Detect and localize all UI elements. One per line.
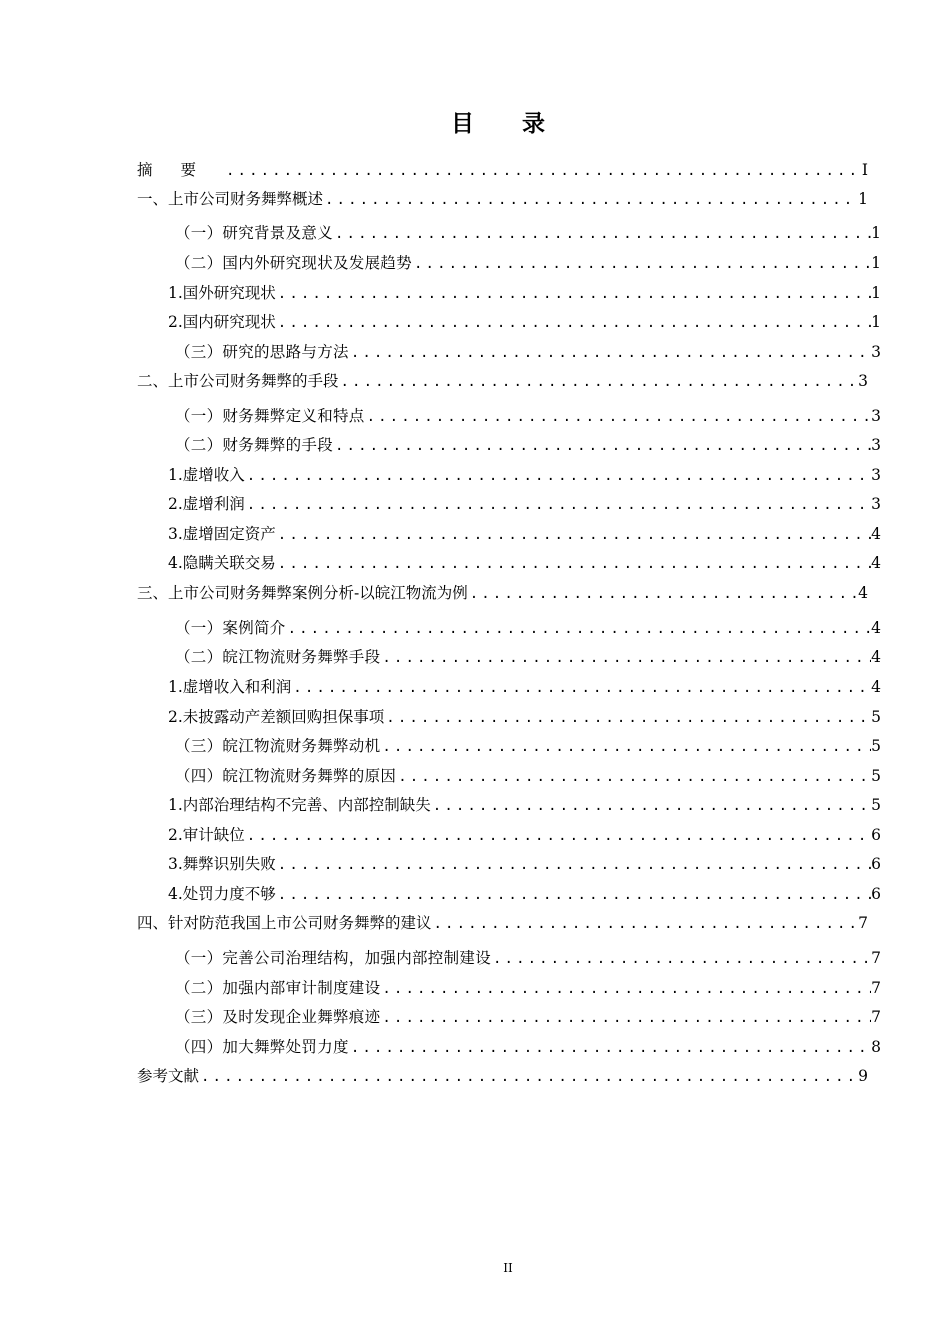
toc-entry-page: 4	[871, 619, 881, 637]
toc-entry-page: 6	[871, 885, 881, 903]
toc-entry-subsection[interactable]	[168, 463, 881, 487]
toc-entry-section[interactable]	[175, 616, 881, 640]
toc-entry-subsection[interactable]	[168, 522, 881, 546]
toc-entry-page: 7	[871, 1008, 881, 1026]
toc-entry-page: 9	[858, 1067, 868, 1085]
toc-entry-text: （一）研究背景及意义	[175, 224, 334, 242]
toc-entry-page: 3	[858, 372, 868, 390]
toc-entry-page: 1	[858, 190, 868, 208]
toc-entry-text: 4.隐瞒关联交易	[168, 554, 276, 572]
toc-entry-abstract[interactable]	[137, 158, 868, 182]
toc-entry-page: 5	[871, 708, 881, 726]
toc-entry-text: 1.虚增收入	[168, 466, 245, 484]
toc-leader-dots	[276, 311, 871, 335]
toc-entry-page: 1	[871, 224, 881, 242]
toc-entry-section[interactable]	[175, 645, 881, 669]
toc-entry-section[interactable]	[175, 946, 881, 970]
toc-entry-page: 6	[871, 826, 881, 844]
toc-entry-text: 一、上市公司财务舞弊概述	[137, 190, 324, 208]
toc-entry-section[interactable]	[175, 1035, 881, 1059]
toc-entry-page: 3	[871, 466, 881, 484]
toc-leader-dots	[384, 706, 871, 730]
toc-entry-page: 4	[871, 554, 881, 572]
toc-entry-text: 2.虚增利润	[168, 495, 245, 513]
toc-entry-section[interactable]	[175, 404, 881, 428]
toc-leader-dots	[468, 582, 858, 606]
toc-entry-subsection[interactable]	[168, 852, 881, 876]
toc-leader-dots	[276, 853, 871, 877]
toc-entry-page: 4	[871, 678, 881, 696]
toc-leader-dots	[333, 434, 871, 458]
toc-entry-text: （三）及时发现企业舞弊痕迹	[175, 1008, 381, 1026]
toc-entry-text: （一）完善公司治理结构，加强内部控制建设	[175, 949, 492, 967]
toc-leader-dots	[276, 282, 871, 306]
toc-entry-page: 3	[871, 343, 881, 361]
toc-entry-chapter-4[interactable]	[137, 911, 868, 935]
toc-entry-page: 7	[871, 979, 881, 997]
toc-entry-text: 1.内部治理结构不完善、内部控制缺失	[168, 796, 431, 814]
toc-leader-dots	[276, 883, 871, 907]
toc-leader-dots	[349, 1036, 871, 1060]
toc-entry-subsection[interactable]	[168, 823, 881, 847]
toc-entry-text: 摘要	[137, 161, 225, 179]
toc-entry-page: 6	[871, 855, 881, 873]
toc-entry-page: 5	[871, 796, 881, 814]
toc-entry-page: 5	[871, 767, 881, 785]
toc-leader-dots	[199, 1065, 858, 1089]
toc-entry-subsection[interactable]	[168, 793, 881, 817]
toc-entry-section[interactable]	[175, 764, 881, 788]
toc-entry-subsection[interactable]	[168, 675, 881, 699]
toc-entry-text: （一）财务舞弊定义和特点	[175, 407, 365, 425]
toc-entry-subsection[interactable]	[168, 281, 881, 305]
toc-entry-text: （二）加强内部审计制度建设	[175, 979, 381, 997]
toc-entry-page: 7	[858, 914, 868, 932]
toc-entry-text: 二、上市公司财务舞弊的手段	[137, 372, 339, 390]
toc-entry-page: 7	[871, 949, 881, 967]
toc-entry-references[interactable]	[137, 1064, 868, 1088]
toc-entry-subsection[interactable]	[168, 551, 881, 575]
toc-leader-dots	[380, 977, 871, 1001]
toc-entry-text: （二）皖江物流财务舞弊手段	[175, 648, 381, 666]
toc-entry-page: 1	[871, 313, 881, 331]
toc-entry-text: （二）财务舞弊的手段	[175, 436, 334, 454]
toc-entry-subsection[interactable]	[168, 705, 881, 729]
toc-entry-subsection[interactable]	[168, 310, 881, 334]
toc-entry-text: 1.国外研究现状	[168, 284, 276, 302]
toc-entry-page: 1	[871, 254, 881, 272]
toc-entry-text: 3.舞弊识别失败	[168, 855, 276, 873]
toc-entry-section[interactable]	[175, 1005, 881, 1029]
toc-leader-dots	[333, 222, 871, 246]
toc-leader-dots	[380, 735, 871, 759]
toc-leader-dots	[380, 1006, 871, 1030]
toc-entry-text: （四）皖江物流财务舞弊的原因	[175, 767, 397, 785]
toc-entry-section[interactable]	[175, 221, 881, 245]
toc-entry-text: 1.虚增收入和利润	[168, 678, 292, 696]
toc-entry-chapter-1[interactable]	[137, 187, 868, 211]
toc-entry-text: （三）皖江物流财务舞弊动机	[175, 737, 381, 755]
toc-leader-dots	[245, 464, 871, 488]
toc-entry-page: 1	[871, 284, 881, 302]
toc-leader-dots	[224, 159, 858, 183]
toc-entry-text: （三）研究的思路与方法	[175, 343, 349, 361]
toc-entry-page: 8	[871, 1038, 881, 1056]
toc-leader-dots	[245, 824, 871, 848]
toc-entry-text: 3.虚增固定资产	[168, 525, 276, 543]
toc-leader-dots	[412, 252, 871, 276]
toc-entry-text: 三、上市公司财务舞弊案例分析-以皖江物流为例	[137, 584, 468, 602]
toc-leader-dots	[276, 523, 871, 547]
toc-leader-dots	[323, 188, 858, 212]
toc-leader-dots	[349, 341, 871, 365]
toc-leader-dots	[276, 552, 871, 576]
toc-entry-chapter-3[interactable]	[137, 581, 868, 605]
toc-title: 目 录	[450, 111, 565, 137]
toc-entry-text: 四、针对防范我国上市公司财务舞弊的建议	[137, 914, 432, 932]
toc-entry-page: 4	[871, 525, 881, 543]
toc-entry-page: I	[861, 161, 868, 179]
toc-entry-page: 3	[871, 495, 881, 513]
toc-entry-text: （二）国内外研究现状及发展趋势	[175, 254, 413, 272]
toc-entry-section[interactable]	[175, 433, 881, 457]
toc-leader-dots	[339, 370, 858, 394]
page-number: II	[503, 1261, 513, 1275]
toc-entry-page: 4	[858, 584, 868, 602]
toc-entry-section[interactable]	[175, 340, 881, 364]
toc-entry-section[interactable]	[175, 734, 881, 758]
toc-leader-dots	[291, 676, 871, 700]
toc-leader-dots	[380, 646, 871, 670]
toc-entry-text: 2.国内研究现状	[168, 313, 276, 331]
toc-leader-dots	[431, 794, 871, 818]
toc-entry-text: 参考文献	[137, 1067, 200, 1085]
toc-entry-text: （一）案例简介	[175, 619, 286, 637]
toc-entry-text: 4.处罚力度不够	[168, 885, 276, 903]
toc-entry-subsection[interactable]	[168, 492, 881, 516]
toc-leader-dots	[365, 405, 871, 429]
toc-entry-text: （四）加大舞弊处罚力度	[175, 1038, 349, 1056]
toc-entry-chapter-2[interactable]	[137, 369, 868, 393]
toc-entry-section[interactable]	[175, 976, 881, 1000]
toc-leader-dots	[245, 493, 871, 517]
toc-entry-text: 2.审计缺位	[168, 826, 245, 844]
toc-leader-dots	[396, 765, 871, 789]
toc-leader-dots	[286, 617, 871, 641]
toc-leader-dots	[491, 947, 871, 971]
toc-entry-subsection[interactable]	[168, 882, 881, 906]
toc-entry-text: 2.未披露动产差额回购担保事项	[168, 708, 385, 726]
toc-entry-section[interactable]	[175, 251, 881, 275]
toc-leader-dots	[432, 912, 858, 936]
toc-entry-page: 4	[871, 648, 881, 666]
toc-entry-page: 3	[871, 407, 881, 425]
toc-entry-page: 3	[871, 436, 881, 454]
toc-entry-page: 5	[871, 737, 881, 755]
